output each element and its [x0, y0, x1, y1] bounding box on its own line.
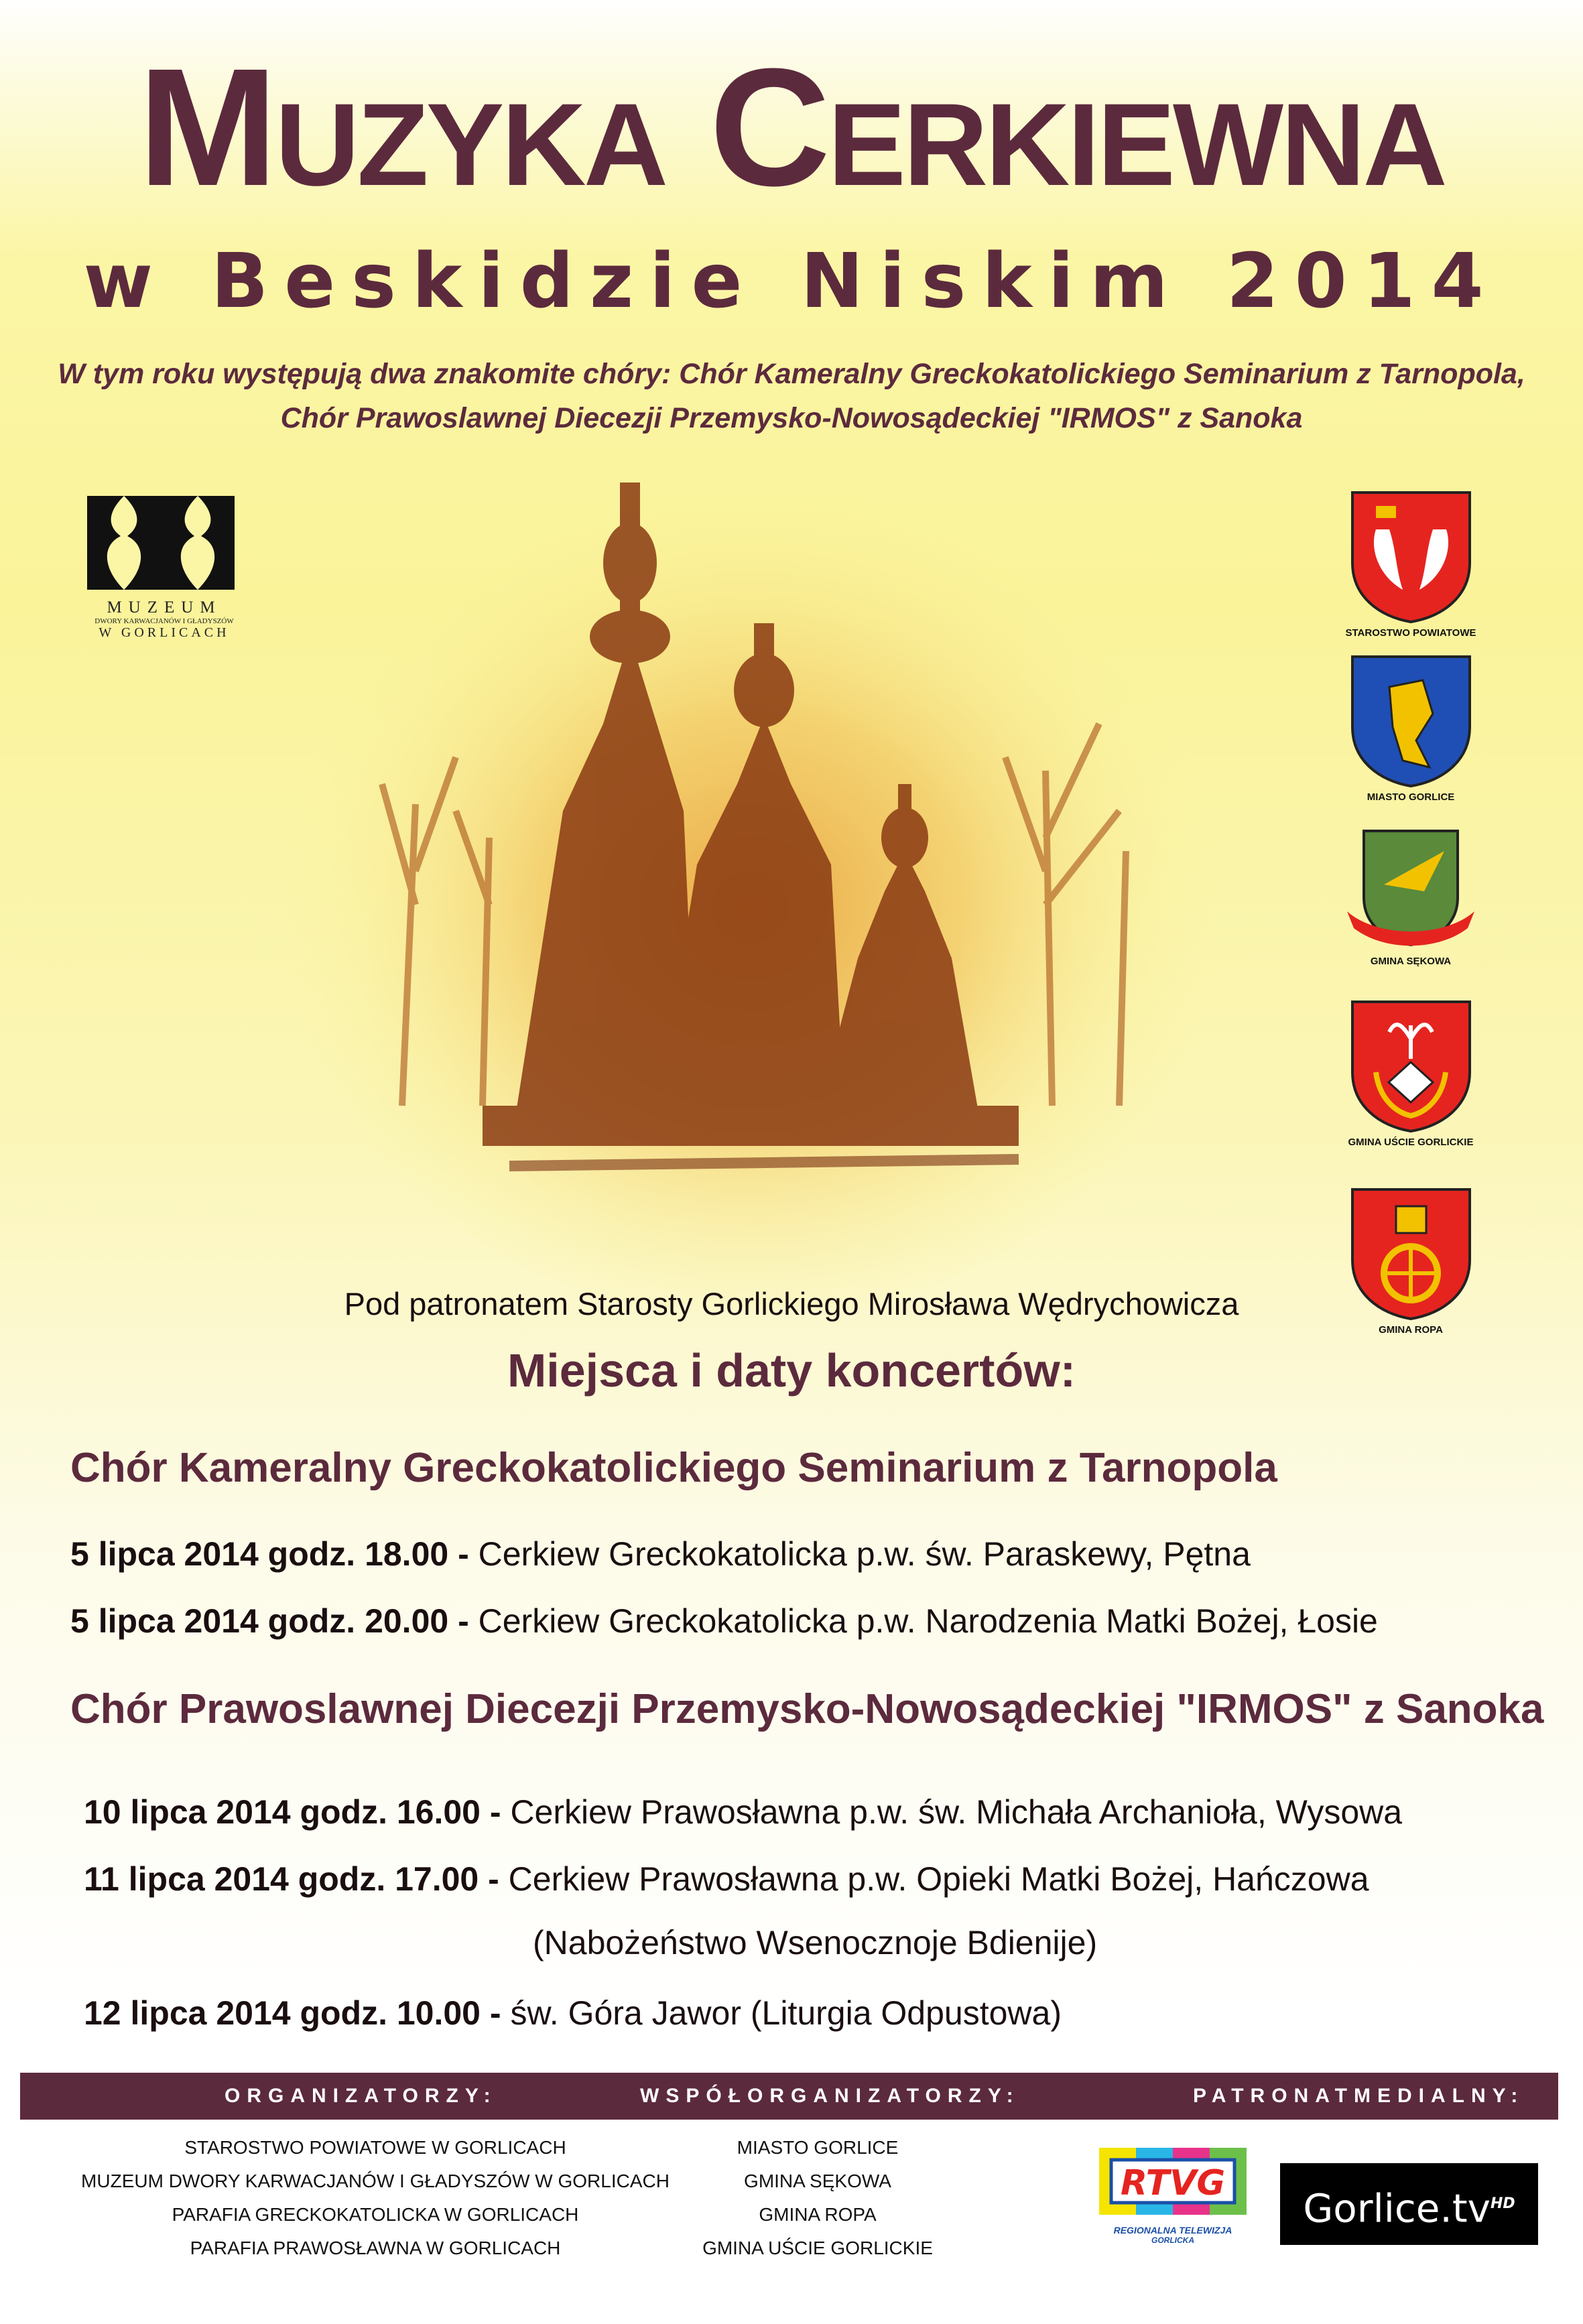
- list-item: GMINA ROPA: [759, 2204, 877, 2225]
- concert-place: Cerkiew Prawosławna p.w. św. Michała Archanioła, Wysowa: [501, 1793, 1403, 1831]
- coorganizers-label: WSPÓŁORGANIZATORZY:: [640, 2085, 1020, 2107]
- intro-text: [40, 352, 1543, 440]
- concert-date: 5 lipca 2014 godz. 20.00 -: [70, 1602, 469, 1640]
- concert-row: [70, 1602, 1378, 1640]
- concert-place: Cerkiew Greckokatolicka p.w. Narodzenia Matki Bożej, Łosie: [468, 1602, 1378, 1640]
- rtg-sub1: REGIONALNA TELEWIZJA: [1113, 2225, 1232, 2236]
- concert-date: 12 lipca 2014 godz. 10.00 -: [84, 1994, 501, 2032]
- list-item: MUZEUM DWORY KARWACJANÓW I GŁADYSZÓW W GORLICACH: [81, 2171, 670, 2191]
- choir1-name: Chór Kameralny Greckokatolickiego Seminarium z Tarnopola: [70, 1445, 1277, 1491]
- gorlice-tv-hd: HD: [1490, 2195, 1515, 2212]
- footer-bar: [20, 2073, 1558, 2120]
- crest-starostwo-powiatowe: [1344, 489, 1478, 639]
- rtg-logo-text: RTVG: [1120, 2163, 1226, 2203]
- rtg-sub2: GORLICKA: [1151, 2236, 1194, 2245]
- organizers-list: [40, 2131, 710, 2265]
- places-heading: Miejsca i daty koncertów:: [507, 1344, 1076, 1397]
- eagle-crest-icon: [1349, 489, 1473, 623]
- coorganizers-list: [643, 2131, 992, 2265]
- crest-label: GMINA SĘKOWA: [1370, 956, 1452, 967]
- concert-row: [70, 1535, 1251, 1573]
- gorlice-tv-text: Gorlice.tv: [1303, 2185, 1491, 2232]
- list-item: MIASTO GORLICE: [737, 2137, 899, 2158]
- concert-place: Cerkiew Prawosławna p.w. Opieki Matki Bożej, Hańczowa: [499, 1860, 1369, 1898]
- crest-gmina-uscie-gorlickie: [1344, 998, 1478, 1148]
- crest-miasto-gorlice: [1344, 653, 1478, 803]
- list-item: PARAFIA PRAWOSŁAWNA W GORLICACH: [190, 2238, 561, 2258]
- gorlice-tv-logo: [1280, 2163, 1538, 2245]
- list-item: PARAFIA GRECKOKATOLICKA W GORLICACH: [172, 2204, 579, 2225]
- crest-label: MIASTO GORLICE: [1367, 791, 1455, 803]
- choir2-name: Chór Prawoslawnej Diecezji Przemysko-Nowosądeckiej "IRMOS" z Sanoka: [70, 1686, 1544, 1732]
- rtg-tv-icon: [1099, 2141, 1247, 2221]
- lion-crest-icon: [1349, 653, 1473, 787]
- museum-city: W GORLICACH: [99, 625, 230, 640]
- intro-line-1: W tym roku występują dwa znakomite chóry: Chór Kameralny Greckokatolickiego Seminarium z Tarnopola,: [58, 358, 1525, 390]
- concert-date: 5 lipca 2014 godz. 18.00 -: [70, 1535, 469, 1573]
- crest-gmina-sekowa: [1344, 824, 1478, 967]
- organizers-label: ORGANIZATORZY:: [225, 2085, 497, 2107]
- museum-silhouette-icon: [87, 496, 235, 590]
- concert-row: [84, 1793, 1402, 1831]
- concert-date: 11 lipca 2014 godz. 17.00 -: [84, 1860, 499, 1898]
- patronage-text: Pod patronatem Starosty Gorlickiego Mirosława Wędrychowicza: [344, 1286, 1239, 1321]
- rtg-logo: [1099, 2141, 1247, 2245]
- bird-crest-icon: [1344, 824, 1478, 952]
- concert-place: św. Góra Jawor (Liturgia Odpustowa): [501, 1994, 1062, 2032]
- poster-title: Muzyka Cerkiewna: [138, 34, 1445, 220]
- list-item: GMINA SĘKOWA: [744, 2171, 891, 2191]
- concert-row: [84, 1860, 1369, 1898]
- poster-subtitle: w Beskidzie Niskim 2014: [83, 238, 1500, 325]
- concert-place: Cerkiew Greckokatolicka p.w. św. Paraskewy, Pętna: [468, 1535, 1251, 1573]
- fountain-crest-icon: [1349, 998, 1473, 1133]
- crest-label: GMINA UŚCIE GORLICKIE: [1348, 1137, 1474, 1148]
- list-item: STAROSTWO POWIATOWE W GORLICACH: [184, 2137, 566, 2158]
- intro-line-2: Chór Prawoslawnej Diecezji Przemysko-Nowosądeckiej "IRMOS" z Sanoka: [280, 402, 1303, 434]
- list-item: GMINA UŚCIE GORLICKIE: [702, 2238, 933, 2258]
- media-label: PATRONATMEDIALNY:: [1193, 2085, 1525, 2107]
- crest-label: STAROSTWO POWIATOWE: [1345, 627, 1476, 639]
- museum-logo: [87, 496, 241, 641]
- church-illustration: [281, 436, 1220, 1307]
- concert-note: (Nabożeństwo Wsenocznoje Bdienije): [533, 1924, 1098, 1961]
- museum-subtitle: DWORY KARWACJANÓW I GŁADYSZÓW: [94, 617, 234, 625]
- concert-row: [84, 1994, 1062, 2032]
- museum-name: MUZEUM: [107, 598, 222, 617]
- crest-label: GMINA ROPA: [1379, 1324, 1443, 1336]
- concert-date: 10 lipca 2014 godz. 16.00 -: [84, 1793, 501, 1831]
